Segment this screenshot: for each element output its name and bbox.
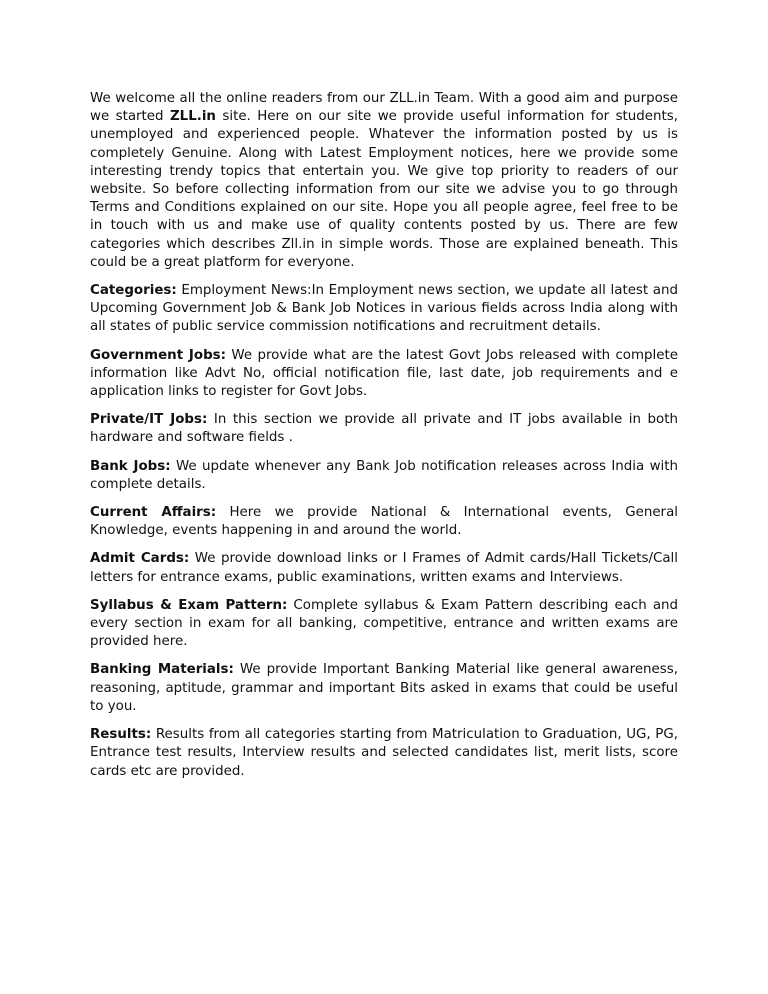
section-current-affairs <box>90 504 678 540</box>
section-admit-cards <box>90 550 678 586</box>
section-heading: Current Affairs: <box>90 505 217 521</box>
section-text: In this section we provide all private and IT jobs available in both hardware and software fields . <box>90 412 678 446</box>
section-text: We provide download links or I Frames of Admit cards/Hall Tickets/Call letters for entrance exams, public examinations, written exams and Interviews. <box>90 551 678 585</box>
section-heading: Results: <box>90 727 152 743</box>
section-heading: Banking Materials: <box>90 662 234 678</box>
intro-text-start: We welcome all the online readers from our ZLL.in Team. With a good aim and purpose we started <box>90 91 678 125</box>
section-categories <box>90 282 678 337</box>
brand-name: ZLL.in <box>169 109 216 125</box>
section-text: Employment News:In Employment news section, we update all latest and Upcoming Government Job & Bank Job Notices in various fields across India along with all states of public service commission notifications and recruitment details. <box>90 283 678 335</box>
section-text: Here we provide National & International events, General Knowledge, events happening in and around the world. <box>90 505 678 539</box>
section-heading: Government Jobs: <box>90 347 226 363</box>
section-heading: Private/IT Jobs: <box>90 412 208 428</box>
section-heading: Admit Cards: <box>90 551 190 567</box>
document-page <box>90 90 678 791</box>
section-government-jobs <box>90 347 678 402</box>
section-bank-jobs <box>90 458 678 494</box>
section-private-it-jobs <box>90 411 678 447</box>
intro-paragraph <box>90 90 678 272</box>
section-heading: Syllabus & Exam Pattern: <box>90 597 288 613</box>
section-text: Results from all categories starting from Matriculation to Graduation, UG, PG, Entrance test results, Interview results and selected candidates list, merit lists, score cards etc are provided. <box>90 727 678 779</box>
section-text: We provide Important Banking Material like general awareness, reasoning, aptitude, grammar and important Bits asked in exams that could be useful to you. <box>90 662 678 714</box>
section-text: Complete syllabus & Exam Pattern describing each and every section in exam for all banking, competitive, entrance and written exams are provided here. <box>90 597 679 650</box>
section-heading: Bank Jobs: <box>90 458 171 474</box>
section-banking-materials <box>90 661 678 716</box>
section-heading: Categories: <box>90 283 177 299</box>
section-text: We update whenever any Bank Job notification releases across India with complete details. <box>90 458 679 492</box>
section-results <box>90 726 678 781</box>
section-syllabus-exam-pattern <box>90 597 678 652</box>
section-text: We provide what are the latest Govt Jobs released with complete information like Advt No, official notification file, last date, job requirements and e application links to register for Govt Jobs. <box>90 347 678 400</box>
intro-text-end: site. Here on our site we provide useful information for students, unemployed and experienced people. Whatever the information posted by us is completely Genuine. Along with Latest Employment notices, here we provide some interesting trendy topics that entertain you. We give top priority to readers of our website. So before collecting information from our site we advise you to go through Terms and Conditions explained on our site. Hope you all people agree, feel free to be in touch with us and make use of quality contents posted by us. There are few categories which describes Zll.in in simple words. Those are explained beneath. This could be a great platform for everyone. <box>90 109 678 270</box>
